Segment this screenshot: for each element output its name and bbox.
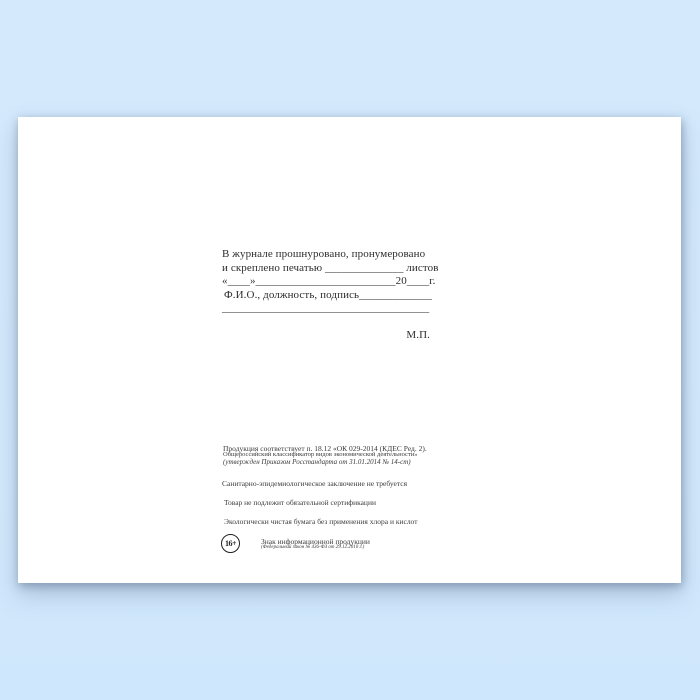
binding-date-line: «____»_________________________20____г. [222,275,436,287]
standard-compliance-line-3: (утвержден Приказом Росстандарта от 31.01.2014 № 14-ст) [223,457,411,466]
age-mark-law-reference: (Федеральный закон № 436-ФЗ от 29.12.2010 г.) [261,545,365,550]
sanitary-statement: Санитарно-эпидемиологическое заключение не требуется [222,479,408,488]
stamp-place-label: М.П. [406,329,430,341]
binding-blank-line: _____________________________________ [222,302,430,314]
eco-paper-statement: Экологически чистая бумага без применения хлора и кислот [224,517,418,526]
certification-statement: Товар не подлежит обязательной сертификации [224,498,376,507]
age-mark-label: Знак информационной продукции [261,537,370,546]
age-rating-16-plus-icon: 16+ [221,534,240,553]
standard-compliance-line-2: Общероссийский классификатор видов экономической деятельности» [223,451,418,458]
binding-line-2: и скреплено печатью ______________ листов [222,261,439,274]
binding-line-1: В журнале прошнуровано, пронумеровано [222,248,426,260]
standard-compliance-line-1: Продукция соответствует п. 18.12 «ОК 029-2014 (КДЕС Ред. 2). [223,444,427,453]
binding-certification-block [222,248,442,343]
journal-back-page [18,117,681,583]
binding-signature-line: Ф.И.О., должность, подпись_____________ [224,288,432,301]
